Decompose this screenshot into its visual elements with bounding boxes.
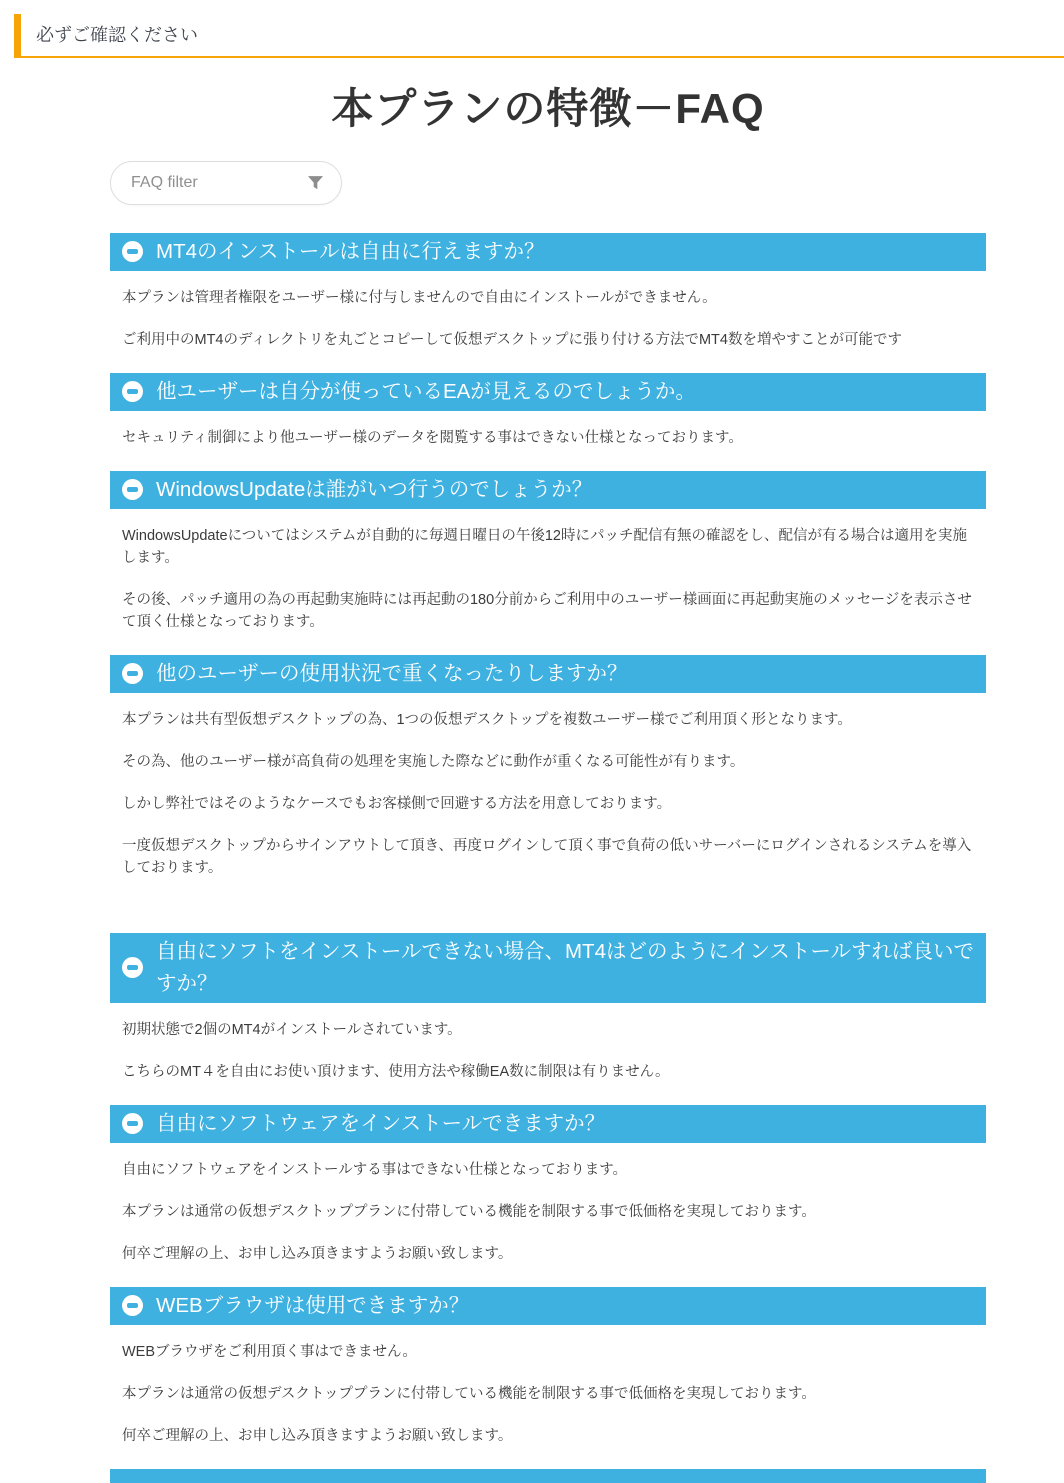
- faq-answer-paragraph: こちらのMT４を自由にお使い頂けます、使用方法や稼働EA数に制限は有りません。: [122, 1063, 670, 1080]
- faq-answer-paragraph: 本プランは管理者権限をユーザー様に付与しませんので自由にインストールができません。: [122, 289, 717, 306]
- faq-answer-paragraph: 何卒ご理解の上、お申し込み頂きますようお願い致します。: [122, 1245, 513, 1262]
- faq-answer: [110, 1003, 986, 1083]
- faq-question-text: MT4のインストールは自由に行えますか？: [156, 239, 545, 263]
- faq-filter-input[interactable]: [129, 173, 306, 193]
- faq-list: [110, 233, 986, 1447]
- page-title: 本プランの特徴－FAQ: [331, 85, 765, 132]
- faq-question-header[interactable]: [110, 373, 986, 411]
- filter-funnel-icon: [306, 173, 325, 192]
- faq-answer-paragraph: 本プランは共有型仮想デスクトップの為、1つの仮想デスクトップを複数ユーザー様でご利用頂く形となります。: [122, 711, 852, 728]
- faq-answer-paragraph: ご利用中のMT4のディレクトリを丸ごとコピーして仮想デスクトップに張り付ける方法でMT4数を増やすことが可能です: [122, 331, 902, 348]
- minus-circle-icon: [122, 241, 143, 262]
- faq-answer-paragraph: WEBブラウザをご利用頂く事はできません。: [122, 1343, 417, 1360]
- faq-answer-paragraph: 本プランは通常の仮想デスクトッププランに付帯している機能を制限する事で低価格を実現しております。: [122, 1203, 816, 1220]
- faq-answer-paragraph: セキュリティ制御により他ユーザー様のデータを閲覧する事はできない仕様となっております。: [122, 429, 743, 446]
- notice-label: 必ずご確認ください: [36, 25, 198, 45]
- faq-question-header[interactable]: [110, 471, 986, 509]
- faq-section: [110, 655, 986, 879]
- notice-bar: [14, 14, 1064, 58]
- faq-answer: [110, 509, 986, 633]
- faq-section: [110, 1105, 986, 1265]
- faq-question-header[interactable]: [110, 933, 986, 1003]
- faq-filter[interactable]: [110, 161, 342, 205]
- minus-circle-icon: [122, 1295, 143, 1316]
- minus-circle-icon: [122, 479, 143, 500]
- faq-page: [110, 82, 986, 1483]
- minus-circle-icon: [122, 1113, 143, 1134]
- faq-answer-paragraph: WindowsUpdateについてはシステムが自動的に毎週日曜日の午後12時にパッチ配信有無の確認をし、配信が有る場合は適用を実施します。: [122, 527, 967, 566]
- faq-question-text: 他のユーザーの使用状況で重くなったりしますか？: [156, 661, 628, 685]
- faq-question-header[interactable]: [110, 1287, 986, 1325]
- faq-question-text: WEBブラウザは使用できますか？: [156, 1293, 470, 1317]
- faq-question-text: WindowsUpdateは誰がいつ行うのでしょうか？: [156, 477, 593, 501]
- faq-section: [110, 373, 986, 449]
- faq-question-header[interactable]: [110, 655, 986, 693]
- faq-answer-paragraph: その為、他のユーザー様が高負荷の処理を実施した際などに動作が重くなる可能性が有ります。: [122, 753, 745, 770]
- faq-answer-paragraph: その後、パッチ適用の為の再起動実施時には再起動の180分前からご利用中のユーザー様画面に再起動実施のメッセージを表示させて頂く仕様となっております。: [122, 591, 972, 630]
- faq-answer: [110, 411, 986, 449]
- minus-circle-icon: [122, 381, 143, 402]
- faq-section: [110, 1287, 986, 1447]
- faq-question-header[interactable]: [110, 233, 986, 271]
- minus-circle-icon: [122, 663, 143, 684]
- faq-section: [110, 471, 986, 633]
- faq-section: [110, 233, 986, 351]
- faq-answer-paragraph: 初期状態で2個のMT4がインストールされています。: [122, 1021, 462, 1038]
- faq-answer-paragraph: 自由にソフトウェアをインストールする事はできない仕様となっております。: [122, 1161, 628, 1178]
- faq-answer-paragraph: しかし弊社ではそのようなケースでもお客様側で回避する方法を用意しております。: [122, 795, 672, 812]
- faq-answer: [110, 1325, 986, 1447]
- faq-question-text: 他ユーザーは自分が使っているEAが見えるのでしょうか。: [156, 379, 696, 403]
- faq-answer: [110, 271, 986, 351]
- faq-answer-paragraph: 一度仮想デスクトップからサインアウトして頂き、再度ログインして頂く事で負荷の低いサーバーにログインされるシステムを導入しております。: [122, 837, 972, 876]
- faq-section: [110, 933, 986, 1083]
- faq-question-text: 自由にソフトをインストールできない場合、MT4はどのようにインストールすれば良いですか？: [156, 939, 974, 995]
- faq-answer: [110, 1143, 986, 1265]
- faq-answer-paragraph: 本プランは通常の仮想デスクトッププランに付帯している機能を制限する事で低価格を実現しております。: [122, 1385, 816, 1402]
- faq-question-header[interactable]: [110, 1105, 986, 1143]
- faq-question-text: 自由にソフトウェアをインストールできますか？: [156, 1111, 606, 1135]
- faq-answer: [110, 693, 986, 879]
- minus-circle-icon: [122, 957, 143, 978]
- faq-answer-paragraph: 何卒ご理解の上、お申し込み頂きますようお願い致します。: [122, 1427, 513, 1444]
